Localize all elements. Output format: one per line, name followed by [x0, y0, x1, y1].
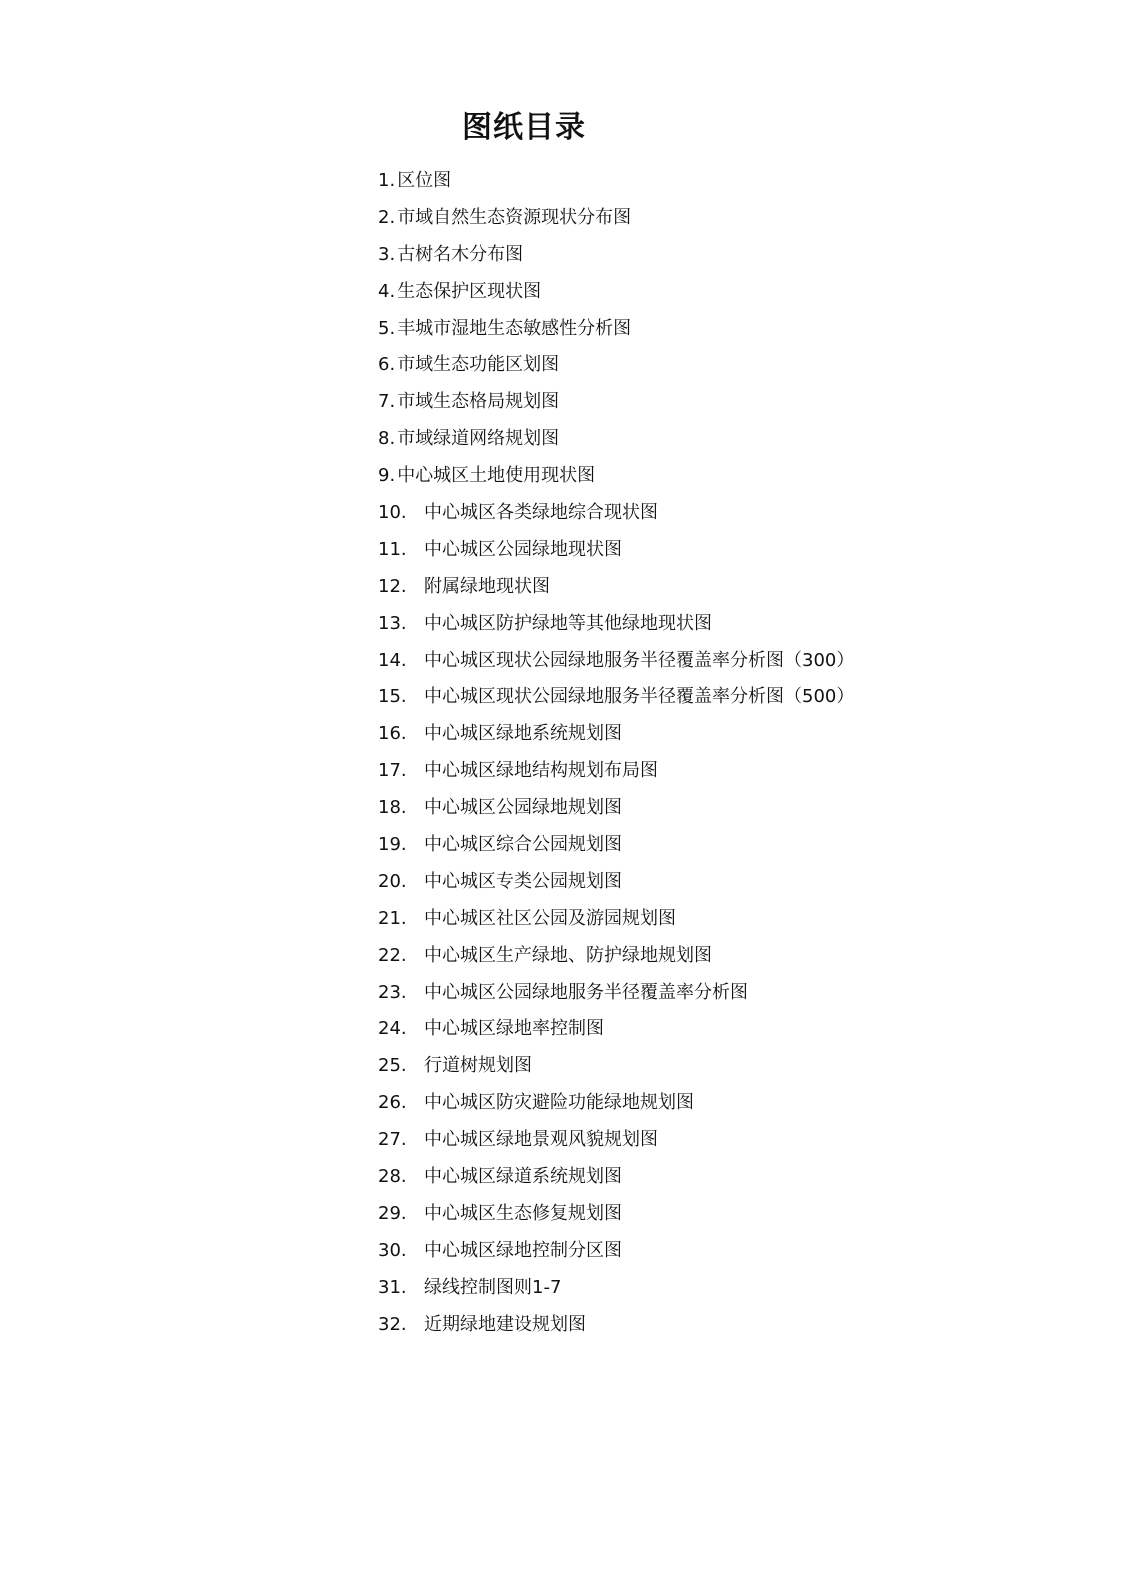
list-item — [378, 679, 1098, 716]
list-item — [378, 901, 1098, 938]
list-item — [378, 421, 1098, 458]
item-number: 6. — [378, 354, 396, 376]
item-label: 市域自然生态资源现状分布图 — [397, 206, 632, 228]
item-label: 中心城区生态修复规划图 — [424, 1202, 622, 1224]
item-number: 10. — [378, 502, 407, 524]
item-label: 中心城区公园绿地现状图 — [424, 538, 622, 560]
item-number: 5. — [378, 317, 396, 339]
list-item — [378, 1011, 1098, 1048]
item-label: 中心城区专类公园规划图 — [424, 870, 622, 892]
item-label: 中心城区社区公园及游园规划图 — [424, 907, 676, 929]
item-label: 中心城区现状公园绿地服务半径覆盖率分析图（500） — [424, 686, 855, 708]
list-item — [378, 790, 1098, 827]
item-label: 中心城区公园绿地服务半径覆盖率分析图 — [424, 981, 748, 1003]
item-number: 17. — [378, 760, 407, 782]
item-label: 中心城区生产绿地、防护绿地规划图 — [424, 944, 712, 966]
list-item — [378, 606, 1098, 643]
list-item — [378, 311, 1098, 348]
list-item — [378, 716, 1098, 753]
item-number: 7. — [378, 391, 396, 413]
list-item — [378, 1122, 1098, 1159]
list-item — [378, 384, 1098, 421]
item-number: 8. — [378, 428, 396, 450]
item-number: 21. — [378, 907, 407, 929]
item-number: 15. — [378, 686, 407, 708]
item-number: 16. — [378, 723, 407, 745]
item-number: 22. — [378, 944, 407, 966]
item-label: 市域生态格局规划图 — [397, 391, 560, 413]
item-label: 附属绿地现状图 — [424, 575, 550, 597]
list-item — [378, 1159, 1098, 1196]
item-label: 中心城区土地使用现状图 — [397, 465, 596, 487]
item-number: 3. — [378, 243, 396, 265]
item-label: 市域绿道网络规划图 — [397, 428, 560, 450]
list-item — [378, 864, 1098, 901]
list-item — [378, 347, 1098, 384]
item-number: 19. — [378, 834, 407, 856]
page-title: 图纸目录 — [462, 110, 586, 145]
list-item — [378, 1048, 1098, 1085]
list-item — [378, 237, 1098, 274]
item-label: 丰城市湿地生态敏感性分析图 — [397, 317, 632, 339]
item-number: 4. — [378, 280, 396, 302]
item-number: 14. — [378, 649, 407, 671]
item-number: 1. — [378, 170, 396, 191]
item-label: 生态保护区现状图 — [397, 280, 542, 302]
item-label: 中心城区综合公园规划图 — [424, 834, 622, 856]
list-item — [378, 532, 1098, 569]
item-label: 中心城区现状公园绿地服务半径覆盖率分析图（300） — [424, 649, 855, 671]
list-item — [378, 1233, 1098, 1270]
item-number: 11. — [378, 538, 407, 560]
list-item — [378, 643, 1098, 680]
list-item — [378, 1270, 1098, 1307]
item-label: 中心城区防护绿地等其他绿地现状图 — [424, 612, 712, 634]
item-number: 31. — [378, 1276, 407, 1298]
list-item — [378, 200, 1098, 237]
item-number: 25. — [378, 1055, 407, 1077]
item-number: 20. — [378, 870, 407, 892]
item-label: 中心城区各类绿地综合现状图 — [424, 502, 658, 524]
item-number: 24. — [378, 1018, 407, 1040]
item-number: 28. — [378, 1166, 407, 1188]
list-item — [378, 495, 1098, 532]
list-item — [378, 458, 1098, 495]
item-number: 26. — [378, 1092, 407, 1114]
item-label: 中心城区绿地景观风貌规划图 — [424, 1129, 658, 1151]
item-label: 中心城区绿地控制分区图 — [424, 1239, 622, 1261]
item-number: 2. — [378, 206, 396, 228]
item-number: 18. — [378, 797, 407, 819]
item-number: 32. — [378, 1313, 407, 1335]
list-item — [378, 1307, 1098, 1344]
drawing-index-list — [378, 163, 1098, 1344]
list-item — [378, 975, 1098, 1012]
item-number: 29. — [378, 1202, 407, 1224]
item-label: 中心城区防灾避险功能绿地规划图 — [424, 1092, 694, 1114]
item-number: 13. — [378, 612, 407, 634]
item-number: 23. — [378, 981, 407, 1003]
list-item — [378, 274, 1098, 311]
list-item — [378, 163, 1098, 200]
list-item — [378, 753, 1098, 790]
item-label: 中心城区绿道系统规划图 — [424, 1166, 622, 1188]
list-item — [378, 938, 1098, 975]
item-label: 近期绿地建设规划图 — [424, 1313, 586, 1335]
item-number: 30. — [378, 1239, 407, 1261]
list-item — [378, 827, 1098, 864]
item-label: 区位图 — [397, 170, 452, 191]
list-item — [378, 1196, 1098, 1233]
item-number: 27. — [378, 1129, 407, 1151]
item-label: 中心城区绿地系统规划图 — [424, 723, 622, 745]
item-label: 中心城区绿地结构规划布局图 — [424, 760, 658, 782]
list-item — [378, 1085, 1098, 1122]
item-label: 行道树规划图 — [424, 1055, 532, 1077]
item-label: 古树名木分布图 — [397, 243, 524, 265]
list-item — [378, 569, 1098, 606]
item-label: 中心城区公园绿地规划图 — [424, 797, 622, 819]
item-label: 中心城区绿地率控制图 — [424, 1018, 604, 1040]
item-number: 9. — [378, 465, 396, 487]
item-number: 12. — [378, 575, 407, 597]
item-label: 市域生态功能区划图 — [397, 354, 560, 376]
item-label: 绿线控制图则1-7 — [424, 1276, 562, 1298]
